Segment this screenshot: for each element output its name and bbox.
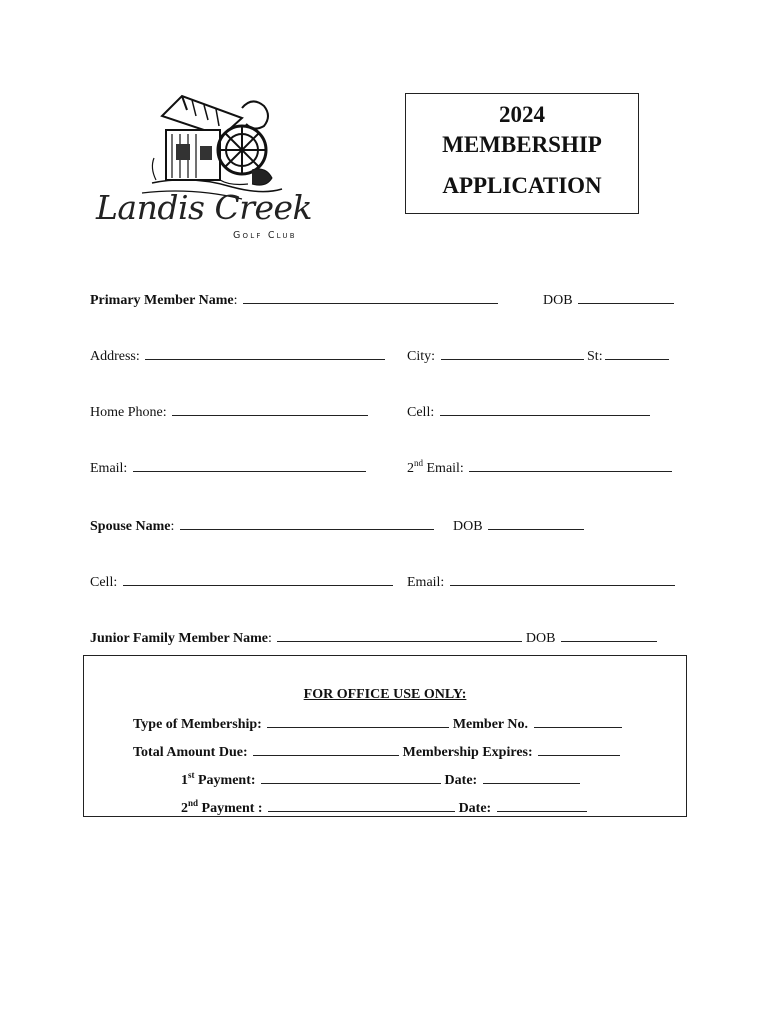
first-payment-date-label: Date: <box>444 773 478 788</box>
spouse-cell-field[interactable] <box>123 573 393 586</box>
spouse-email-field[interactable] <box>450 573 675 586</box>
first-payment-date-field[interactable] <box>483 771 580 784</box>
address-field[interactable] <box>145 347 385 360</box>
membership-type-row <box>133 715 622 733</box>
home-phone-field[interactable] <box>172 403 368 416</box>
junior-dob-label: DOB <box>525 631 556 646</box>
primary-member-row: Primary Member Name: <box>90 291 498 309</box>
spouse-name-field[interactable] <box>180 517 434 530</box>
spouse-cell-row <box>90 573 393 591</box>
primary-member-label: Primary Member Name <box>90 293 234 308</box>
city-label: City: <box>407 349 436 364</box>
spouse-dob-field[interactable] <box>488 517 584 530</box>
title-box <box>405 93 639 214</box>
membership-expires-field[interactable] <box>538 743 620 756</box>
spouse-name-label: Spouse Name <box>90 519 171 534</box>
city-field[interactable] <box>441 347 584 360</box>
membership-type-label: Type of Membership: <box>133 717 262 732</box>
address-row <box>90 347 385 365</box>
office-use-title: FOR OFFICE USE ONLY: <box>303 687 467 702</box>
club-logo <box>92 88 322 248</box>
member-no-field[interactable] <box>534 715 622 728</box>
primary-dob-label: DOB <box>543 293 573 308</box>
cell-field[interactable] <box>440 403 650 416</box>
primary-dob-row <box>543 291 674 309</box>
office-use-box <box>83 655 687 817</box>
cell-label: Cell: <box>407 405 435 420</box>
membership-type-field[interactable] <box>267 715 449 728</box>
primary-dob-field[interactable] <box>578 291 674 304</box>
spouse-dob-label: DOB <box>453 519 483 534</box>
spouse-email-label: Email: <box>407 575 445 590</box>
title-membership: MEMBERSHIP <box>442 132 602 157</box>
junior-member-name-field[interactable] <box>277 629 522 642</box>
first-payment-row <box>181 771 580 789</box>
address-label: Address: <box>90 349 140 364</box>
spouse-cell-label: Cell: <box>90 575 118 590</box>
cell-row <box>407 403 650 421</box>
second-payment-row <box>181 799 587 817</box>
home-phone-row <box>90 403 368 421</box>
spouse-dob-row <box>453 517 584 535</box>
second-payment-date-label: Date: <box>458 801 492 816</box>
email-row <box>90 459 366 477</box>
home-phone-label: Home Phone: <box>90 405 167 420</box>
city-row <box>407 347 669 365</box>
membership-expires-label: Membership Expires: <box>402 745 533 760</box>
logo-wordmark: Landis Creek <box>96 188 313 227</box>
spouse-email-row <box>407 573 675 591</box>
first-payment-label: 1st Payment: <box>181 770 256 788</box>
logo-subtitle: Golf Club <box>233 230 297 241</box>
member-no-label: Member No. <box>452 717 529 732</box>
second-email-field[interactable] <box>469 459 672 472</box>
second-email-row <box>407 459 672 477</box>
email-label: Email: <box>90 461 128 476</box>
state-field[interactable] <box>605 347 669 360</box>
junior-dob-field[interactable] <box>561 629 657 642</box>
first-payment-field[interactable] <box>261 771 441 784</box>
email-field[interactable] <box>133 459 366 472</box>
primary-member-name-field[interactable] <box>243 291 498 304</box>
second-payment-date-field[interactable] <box>497 799 587 812</box>
amount-due-field[interactable] <box>253 743 399 756</box>
title-application: APPLICATION <box>442 173 602 198</box>
junior-member-row: Junior Family Member Name: DOB <box>90 629 657 647</box>
second-payment-label: 2nd Payment : <box>181 798 263 816</box>
second-payment-field[interactable] <box>268 799 455 812</box>
junior-member-label: Junior Family Member Name <box>90 631 268 646</box>
amount-due-row <box>133 743 620 761</box>
title-year: 2024 <box>499 102 545 127</box>
state-label: St: <box>587 349 603 364</box>
amount-due-label: Total Amount Due: <box>133 745 248 760</box>
spouse-name-row: Spouse Name: <box>90 517 434 535</box>
second-email-label: 2nd Email: <box>407 458 464 476</box>
